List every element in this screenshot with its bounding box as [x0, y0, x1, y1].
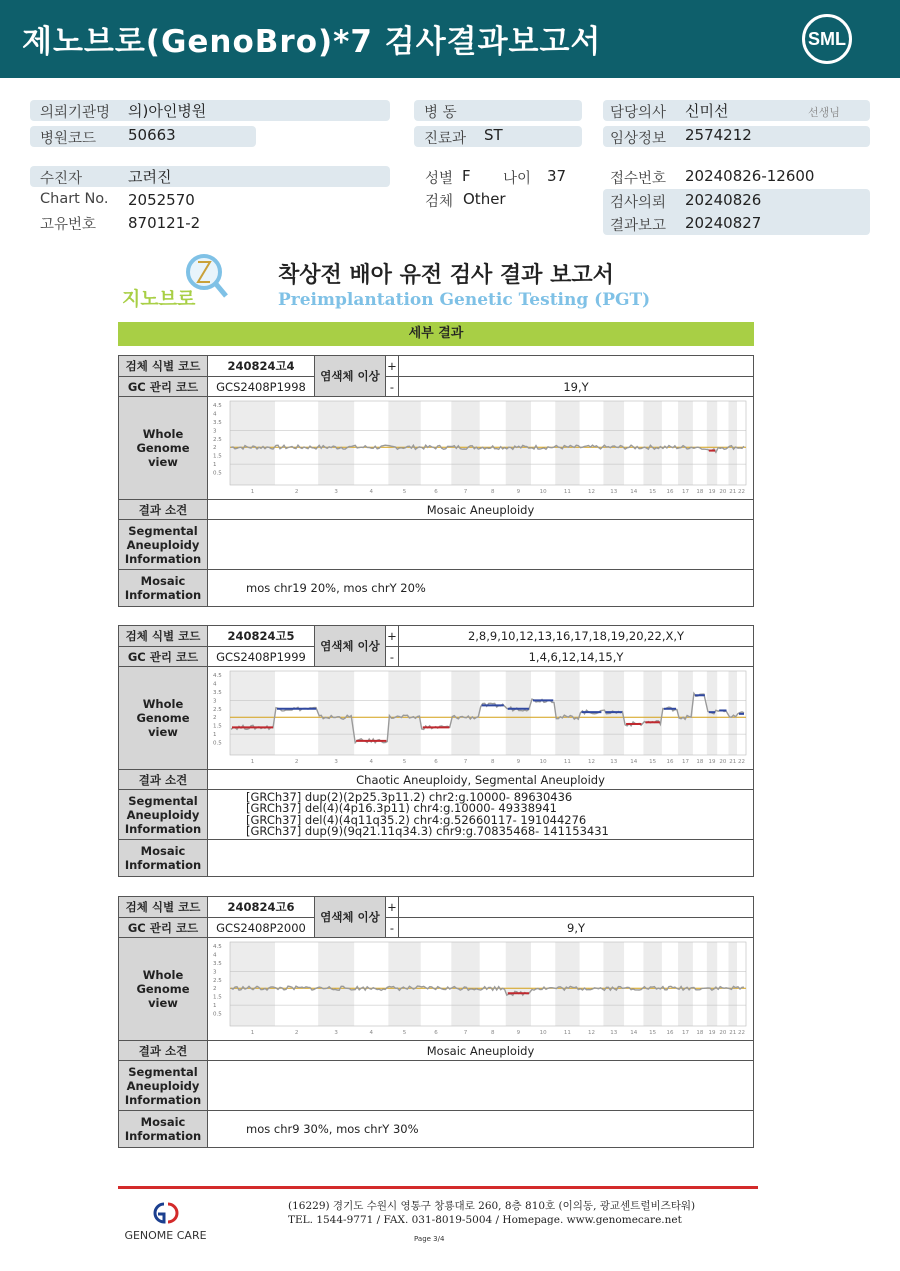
segmental-label: Segmental Aneuploidy Information	[119, 790, 208, 839]
sml-logo: SML	[802, 14, 852, 64]
gc-code-value: GCS2408P1998	[208, 377, 315, 396]
y-tick-label: 2.5	[213, 706, 222, 713]
y-tick-label: 4.5	[213, 944, 222, 950]
chromosome-band	[555, 942, 579, 1026]
row-finding	[119, 500, 753, 520]
chrom-abn-label: 염색체 이상	[315, 626, 386, 667]
x-tick-label: 19	[708, 489, 716, 495]
copy-number-trace	[231, 445, 744, 452]
chromosome-band	[506, 401, 531, 485]
genome-view-chart	[208, 938, 753, 1041]
y-tick-label: 3	[213, 698, 217, 705]
x-tick-label: 5	[402, 489, 407, 495]
x-tick-label: 15	[649, 1030, 657, 1036]
x-tick-label: 22	[738, 1030, 746, 1036]
x-tick-label: 12	[587, 1030, 595, 1036]
row-gc-code	[119, 647, 753, 667]
genome-view-svg	[208, 938, 753, 1040]
y-tick-label: 3	[213, 428, 217, 435]
x-tick-label: 9	[516, 1030, 521, 1036]
x-tick-label: 19	[708, 759, 716, 765]
row-segmental	[119, 1061, 753, 1111]
plus-sign: +	[386, 356, 399, 376]
ward-label: 병 동	[424, 105, 457, 121]
chromosome-band	[230, 671, 275, 755]
genome-view-chart	[208, 667, 753, 770]
x-tick-label: 12	[587, 489, 595, 495]
x-tick-label: 21	[729, 759, 737, 765]
minus-sign: -	[386, 377, 399, 396]
finding-value: Mosaic Aneuploidy	[426, 1043, 535, 1058]
segmental-value	[208, 1061, 753, 1110]
row-finding	[119, 1041, 753, 1061]
hospital-code-label: 병원코드	[40, 131, 97, 147]
row-specimen-code	[119, 626, 753, 647]
chromosome-band	[388, 401, 420, 485]
row-mosaic	[119, 570, 753, 606]
y-tick-label: 0.5	[213, 740, 222, 747]
id-label: 고유번호	[40, 217, 97, 233]
dept-value: ST	[484, 126, 503, 144]
x-tick-label: 18	[696, 759, 704, 765]
genome-view-chart	[208, 397, 753, 500]
pgt-title: 착상전 배아 유전 검사 결과 보고서	[278, 263, 614, 288]
y-tick-label: 3.5	[213, 960, 222, 967]
segmental-line: [GRCh37] del(4)(4q11q35.2) chr4:g.52660117- 191044276	[246, 812, 587, 827]
chromosome-band	[728, 942, 737, 1026]
x-tick-label: 13	[610, 1030, 618, 1036]
chromosome-band	[318, 401, 354, 485]
mosaic-value: mos chr9 30%, mos chrY 30%	[246, 1122, 419, 1136]
specimen-code-value: 240824고4	[208, 356, 315, 376]
request-value: 20240826	[685, 191, 762, 209]
x-tick-label: 10	[539, 489, 547, 495]
x-tick-label: 14	[630, 1030, 638, 1036]
x-tick-label: 12	[587, 759, 595, 765]
y-tick-label: 2	[213, 445, 217, 452]
y-tick-label: 1	[213, 462, 217, 469]
gain-chromosomes	[399, 356, 753, 376]
x-tick-label: 3	[334, 1030, 338, 1036]
wgv-label: Whole Genome view	[119, 667, 208, 769]
chromosome-band	[555, 401, 579, 485]
x-tick-label: 10	[539, 759, 547, 765]
clinical-label: 임상정보	[610, 131, 667, 147]
x-tick-label: 8	[490, 489, 495, 495]
finding-value: Chaotic Aneuploidy, Segmental Aneuploidy	[356, 772, 605, 787]
plot-frame	[230, 671, 746, 755]
page-number: Page 3/4	[414, 1235, 445, 1243]
segmental-line: [GRCh37] del(4)(4p16.3p11) chr4:g.10000- 49338941	[246, 801, 557, 815]
x-tick-label: 1	[250, 759, 255, 765]
doctor-value: 신미선	[685, 102, 729, 120]
sex-value: F	[462, 167, 471, 185]
y-tick-label: 2	[213, 986, 217, 993]
finding-value: Mosaic Aneuploidy	[426, 502, 535, 517]
y-tick-label: 2.5	[213, 977, 222, 984]
age-label: 나이	[503, 171, 532, 187]
chart-label: Chart No.	[40, 191, 109, 207]
receipt-label: 접수번호	[610, 171, 667, 187]
section-detailed-results: 세부 결과	[118, 322, 754, 346]
y-tick-label: 4.5	[213, 403, 222, 409]
x-tick-label: 18	[696, 489, 704, 495]
x-tick-label: 11	[563, 1030, 571, 1036]
x-tick-label: 16	[666, 1030, 674, 1036]
chromosome-band	[643, 942, 661, 1026]
footer-address-line1: (16229) 경기도 수원시 영통구 창룡대로 260, 8층 810호 (이의동, 광교센트럴비즈타워)	[288, 1200, 696, 1212]
row-genome-view	[119, 667, 753, 770]
x-tick-label: 8	[490, 1030, 495, 1036]
row-gc-code	[119, 377, 753, 397]
genome-view-svg	[208, 397, 753, 499]
x-tick-label: 13	[610, 489, 618, 495]
gain-chromosomes	[399, 897, 753, 917]
segmental-value	[208, 520, 753, 569]
x-tick-label: 22	[738, 759, 746, 765]
x-tick-label: 7	[463, 489, 468, 495]
x-tick-label: 21	[729, 489, 737, 495]
wgv-label: Whole Genome view	[119, 397, 208, 499]
doctor-label: 담당의사	[610, 105, 667, 121]
copy-number-trace	[231, 986, 744, 995]
copy-number-trace	[231, 693, 744, 742]
chromosome-band	[451, 671, 479, 755]
x-tick-label: 17	[681, 759, 689, 765]
specimen-value: Other	[463, 190, 506, 208]
clinical-value: 2574212	[685, 126, 752, 144]
plus-sign: +	[386, 626, 399, 646]
x-tick-label: 8	[490, 759, 495, 765]
y-tick-label: 0.5	[213, 470, 222, 477]
patient-label: 수진자	[40, 171, 83, 187]
finding-label: 결과 소견	[119, 770, 208, 789]
chromosome-band	[728, 401, 737, 485]
x-tick-label: 20	[719, 489, 727, 495]
patient-value: 고려진	[128, 168, 172, 186]
x-tick-label: 1	[250, 1030, 255, 1036]
gc-code-label: GC 관리 코드	[119, 918, 208, 937]
row-specimen-code	[119, 897, 753, 918]
receipt-value: 20240826-12600	[685, 167, 815, 185]
chromosome-band	[451, 942, 479, 1026]
y-tick-label: 4	[213, 681, 217, 688]
plot-frame	[230, 401, 746, 485]
loss-chromosomes: 9,Y	[567, 920, 585, 935]
chromosome-band	[318, 942, 354, 1026]
gc-code-label: GC 관리 코드	[119, 377, 208, 396]
x-tick-label: 6	[434, 759, 438, 765]
chromosome-band	[230, 942, 275, 1026]
x-tick-label: 18	[696, 1030, 704, 1036]
report-title: 제노브로(GenoBro)*7 검사결과보고서	[22, 24, 602, 60]
chromosome-band	[506, 671, 531, 755]
y-tick-label: 1.5	[213, 723, 222, 730]
x-tick-label: 16	[666, 759, 674, 765]
chromosome-band	[678, 401, 693, 485]
row-specimen-code	[119, 356, 753, 377]
x-tick-label: 7	[463, 1030, 468, 1036]
id-value: 870121-2	[128, 214, 201, 232]
segmental-line: [GRCh37] dup(2)(2p25.3p11.2) chr2:g.10000- 89630436	[246, 789, 573, 804]
age-value: 37	[547, 167, 567, 185]
minus-sign: -	[386, 647, 399, 666]
specimen-code-value: 240824고5	[208, 626, 315, 646]
x-tick-label: 2	[294, 489, 299, 495]
chromosome-band	[678, 942, 693, 1026]
hospital-code-value: 50663	[128, 126, 176, 144]
sex-label: 성별	[425, 171, 454, 187]
chromosome-band	[603, 401, 624, 485]
segmental-value	[208, 790, 753, 839]
mosaic-label: Mosaic Information	[119, 840, 208, 876]
chromosome-band	[707, 401, 717, 485]
x-tick-label: 11	[563, 489, 571, 495]
chromosome-band	[707, 942, 717, 1026]
x-tick-label: 5	[402, 759, 407, 765]
y-tick-label: 4.5	[213, 673, 222, 679]
y-tick-label: 4	[213, 411, 217, 418]
x-tick-label: 22	[738, 489, 746, 495]
genome-view-svg	[208, 667, 753, 769]
x-tick-label: 2	[294, 1030, 299, 1036]
x-tick-label: 6	[434, 1030, 438, 1036]
minus-sign: -	[386, 918, 399, 937]
genome-care-text: GENOME CARE	[124, 1229, 207, 1242]
plus-sign: +	[386, 897, 399, 917]
x-tick-label: 14	[630, 489, 638, 495]
row-gc-code	[119, 918, 753, 938]
x-tick-label: 4	[369, 1030, 374, 1036]
specimen-code-label: 검체 식별 코드	[119, 626, 208, 646]
request-label: 검사의뢰	[610, 195, 667, 211]
y-tick-label: 3	[213, 969, 217, 976]
report-label: 결과보고	[610, 218, 667, 234]
loss-chromosomes: 1,4,6,12,14,15,Y	[528, 649, 624, 664]
row-segmental	[119, 520, 753, 570]
chrom-abn-label: 염색체 이상	[315, 356, 386, 397]
result-table	[118, 625, 754, 877]
mosaic-label: Mosaic Information	[119, 570, 208, 606]
x-tick-label: 20	[719, 1030, 727, 1036]
y-tick-label: 3.5	[213, 419, 222, 426]
x-tick-label: 5	[402, 1030, 407, 1036]
chromosome-band	[555, 671, 579, 755]
footer-address-line2: TEL. 1544-9771 / FAX. 031-8019-5004 / Homepage. www.genomecare.net	[288, 1214, 682, 1226]
x-tick-label: 15	[649, 759, 657, 765]
gain-chromosomes: 2,8,9,10,12,13,16,17,18,19,20,22,X,Y	[467, 629, 685, 643]
chromosome-band	[728, 671, 737, 755]
x-tick-label: 16	[666, 489, 674, 495]
x-tick-label: 4	[369, 759, 374, 765]
result-table	[118, 355, 754, 607]
x-tick-label: 14	[630, 759, 638, 765]
x-tick-label: 1	[250, 489, 255, 495]
x-tick-label: 20	[719, 759, 727, 765]
gc-code-value: GCS2408P1999	[208, 647, 315, 666]
y-tick-label: 1.5	[213, 453, 222, 460]
x-tick-label: 13	[610, 759, 618, 765]
chromosome-band	[643, 401, 661, 485]
result-table	[118, 896, 754, 1148]
chromosome-band	[318, 671, 354, 755]
chromosome-band	[603, 942, 624, 1026]
chromosome-band	[678, 671, 693, 755]
dept-label: 진료과	[424, 131, 467, 147]
segmental-label: Segmental Aneuploidy Information	[119, 1061, 208, 1110]
y-tick-label: 3.5	[213, 689, 222, 696]
x-tick-label: 6	[434, 489, 438, 495]
report-value: 20240827	[685, 214, 762, 232]
segmental-label: Segmental Aneuploidy Information	[119, 520, 208, 569]
chrom-abn-label: 염색체 이상	[315, 897, 386, 938]
segmental-line: [GRCh37] dup(9)(9q21.11q34.3) chr9:g.70835468- 141153431	[246, 824, 609, 838]
footer-address	[288, 1199, 695, 1227]
y-tick-label: 1	[213, 732, 217, 739]
x-tick-label: 21	[729, 1030, 737, 1036]
loss-chromosomes: 19,Y	[563, 379, 589, 394]
plot-frame	[230, 942, 746, 1026]
x-tick-label: 19	[708, 1030, 716, 1036]
x-tick-label: 3	[334, 759, 338, 765]
x-tick-label: 11	[563, 759, 571, 765]
y-tick-label: 0.5	[213, 1011, 222, 1018]
specimen-code-label: 검체 식별 코드	[119, 356, 208, 376]
x-tick-label: 3	[334, 489, 338, 495]
hospital-value: 의)아인병원	[128, 102, 207, 120]
chart-value: 2052570	[128, 191, 195, 209]
footer-divider	[118, 1186, 758, 1189]
row-genome-view	[119, 397, 753, 500]
specimen-code-value: 240824고6	[208, 897, 315, 917]
y-tick-label: 2.5	[213, 436, 222, 443]
genome-care-logo	[118, 1200, 213, 1242]
doctor-suffix: 선생님	[808, 106, 840, 119]
row-mosaic	[119, 840, 753, 876]
finding-label: 결과 소견	[119, 500, 208, 519]
gc-code-label: GC 관리 코드	[119, 647, 208, 666]
x-tick-label: 2	[294, 759, 299, 765]
specimen-label: 검체	[425, 194, 454, 210]
chromosome-band	[643, 671, 661, 755]
x-tick-label: 17	[681, 1030, 689, 1036]
mosaic-label: Mosaic Information	[119, 1111, 208, 1147]
report-header	[0, 0, 900, 78]
x-tick-label: 4	[369, 489, 374, 495]
x-tick-label: 15	[649, 489, 657, 495]
finding-label: 결과 소견	[119, 1041, 208, 1060]
specimen-code-label: 검체 식별 코드	[119, 897, 208, 917]
y-tick-label: 1	[213, 1003, 217, 1010]
x-tick-label: 9	[516, 489, 521, 495]
row-mosaic	[119, 1111, 753, 1147]
chromosome-band	[506, 942, 531, 1026]
wgv-label: Whole Genome view	[119, 938, 208, 1040]
chromosome-band	[388, 942, 420, 1026]
chromosome-band	[451, 401, 479, 485]
y-tick-label: 1.5	[213, 994, 222, 1001]
genobro-logo-text: 지노브로	[122, 288, 196, 310]
x-tick-label: 7	[463, 759, 468, 765]
y-tick-label: 2	[213, 715, 217, 722]
genome-care-icon	[146, 1200, 186, 1226]
row-finding	[119, 770, 753, 790]
y-tick-label: 4	[213, 952, 217, 959]
pgt-subtitle: Preimplantation Genetic Testing (PGT)	[278, 290, 651, 310]
hospital-label: 의뢰기관명	[40, 105, 111, 121]
mosaic-value	[208, 840, 753, 876]
chromosome-band	[230, 401, 275, 485]
gc-code-value: GCS2408P2000	[208, 918, 315, 937]
pill-patient	[30, 166, 390, 187]
row-segmental	[119, 790, 753, 840]
x-tick-label: 9	[516, 759, 521, 765]
row-genome-view	[119, 938, 753, 1041]
mosaic-value: mos chr19 20%, mos chrY 20%	[246, 581, 426, 595]
x-tick-label: 17	[681, 489, 689, 495]
x-tick-label: 10	[539, 1030, 547, 1036]
chromosome-band	[388, 671, 420, 755]
genobro-logo	[122, 250, 237, 310]
